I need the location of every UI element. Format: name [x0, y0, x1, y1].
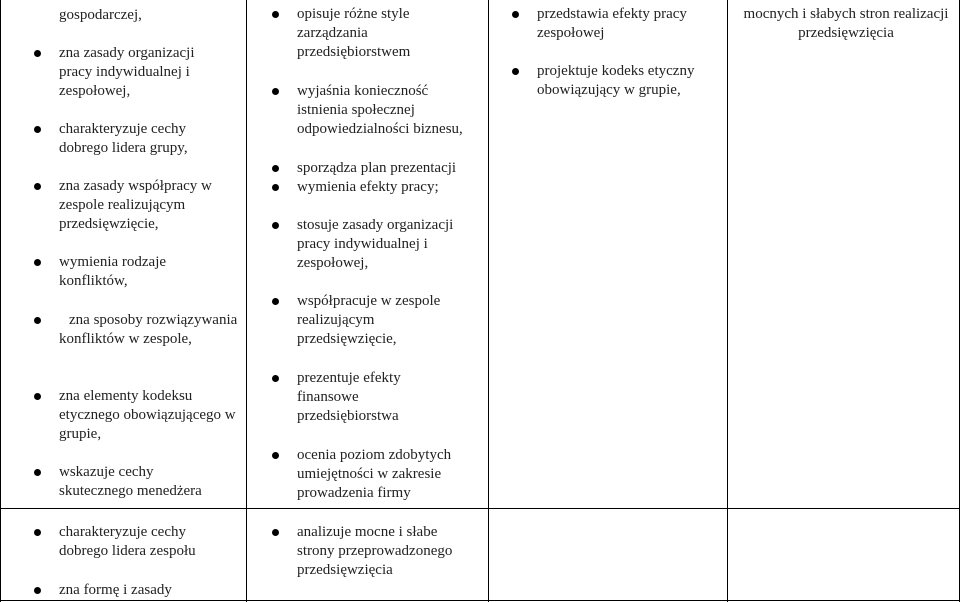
bullet-icon [34, 529, 41, 536]
column-4 [728, 0, 959, 602]
col1-item: zna zasady współpracy w zespole realizującym przedsięwzięcie, [59, 177, 244, 234]
col2-item: wyjaśnia konieczność istnienia społecznej odpowiedzialności biznesu, [297, 82, 482, 139]
col3-item: projektuje kodeks etyczny obowiązujący w grupie, [537, 62, 722, 100]
col2-item: wymienia efekty pracy; [297, 178, 482, 197]
col2-item: sporządza plan prezentacji [297, 159, 482, 178]
col2-item: ocenia poziom zdobytych umiejętności w zakresie prowadzenia firmy [297, 446, 482, 503]
bullet-icon [512, 68, 519, 75]
col1-item: zna sposoby rozwiązywania konfliktów w zespole, [59, 311, 244, 349]
bullet-icon [34, 393, 41, 400]
bullet-icon [272, 222, 279, 229]
col2-bottom-item: analizuje mocne i słabe strony przeprowadzonego przedsięwzięcia [297, 523, 482, 580]
bullet-icon [272, 11, 279, 18]
col1-item: zna zasady organizacji pracy indywidualnej i zespołowej, [59, 44, 244, 101]
col1-bottom-item: zna formę i zasady [59, 581, 244, 600]
col1-bottom-item: charakteryzuje cechy dobrego lidera zespołu [59, 523, 244, 561]
col2-item: stosuje zasady organizacji pracy indywidualnej i zespołowej, [297, 216, 482, 273]
bullet-icon [34, 50, 41, 57]
bullet-icon [34, 126, 41, 133]
bullet-icon [34, 259, 41, 266]
col1-item: charakteryzuje cechy dobrego lidera grupy, [59, 120, 244, 158]
col4-text: mocnych i słabych stron realizacji przedsięwzięcia [743, 6, 949, 41]
bullet-icon [272, 298, 279, 305]
bullet-icon [272, 184, 279, 191]
col1-top-text: gospodarczej, [59, 7, 142, 23]
bullet-icon [272, 165, 279, 172]
bullet-icon [34, 469, 41, 476]
column-2 [247, 0, 488, 602]
col1-item: wskazuje cechy skutecznego menedżera [59, 463, 244, 501]
col3-item: przedstawia efekty pracy zespołowej [537, 5, 722, 43]
col1-item: zna elementy kodeksu etycznego obowiązującego w grupie, [59, 387, 244, 444]
col1-item: wymienia rodzaje konfliktów, [59, 253, 244, 291]
bullet-icon [34, 183, 41, 190]
bullet-icon [34, 587, 41, 594]
column-1 [0, 0, 246, 602]
bullet-icon [272, 88, 279, 95]
bullet-icon [272, 452, 279, 459]
column-3 [489, 0, 727, 602]
bullet-icon [272, 375, 279, 382]
bullet-icon [512, 11, 519, 18]
bullet-icon [272, 529, 279, 536]
col2-item: prezentuje efekty finansowe przedsiębiorstwa [297, 369, 482, 426]
col2-item: współpracuje w zespole realizującym przedsięwzięcie, [297, 292, 482, 349]
bullet-icon [34, 317, 41, 324]
col2-item: opisuje różne style zarządzania przedsiębiorstwem [297, 5, 482, 62]
